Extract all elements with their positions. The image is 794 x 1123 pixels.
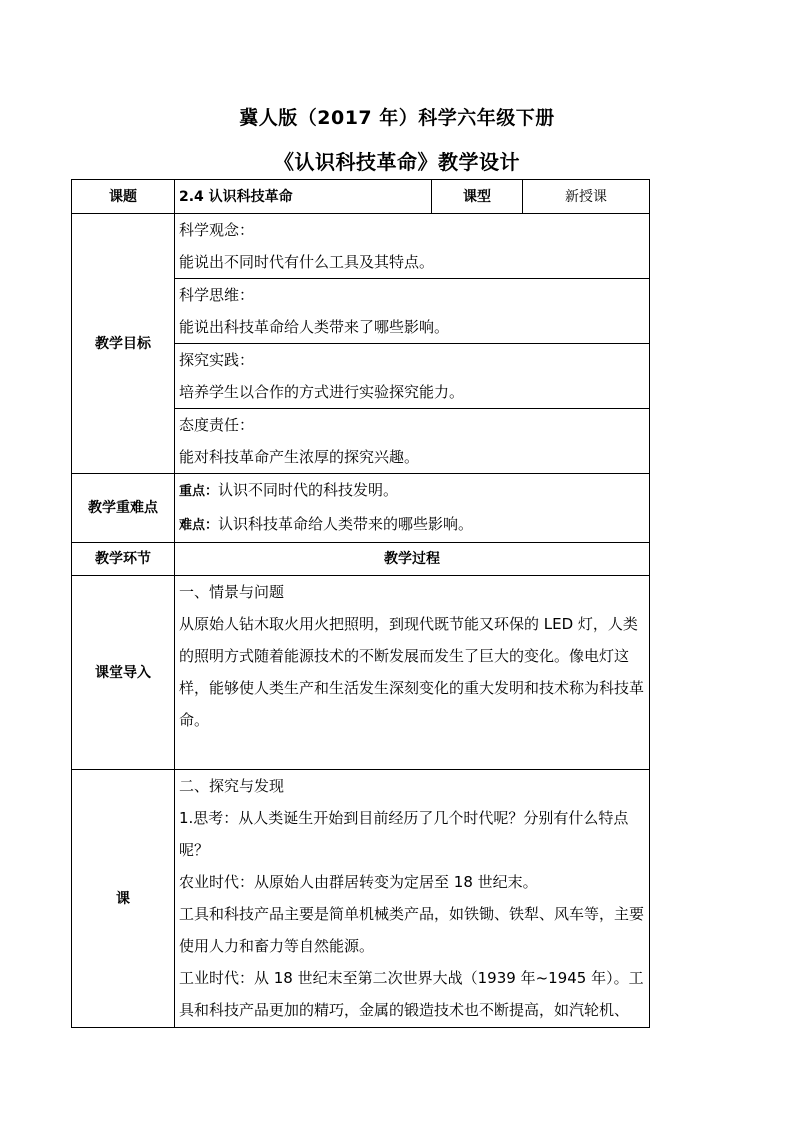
goal-text: 能说出科技革命给人类带来了哪些影响。 bbox=[179, 318, 450, 336]
goal-row bbox=[72, 214, 650, 279]
stage-label: 教学环节 bbox=[72, 543, 175, 576]
process-label: 教学过程 bbox=[175, 543, 650, 576]
goal-text: 培养学生以合作的方式进行实验探究能力。 bbox=[179, 383, 465, 401]
goal-cell bbox=[175, 214, 650, 279]
goal-heading: 态度责任： bbox=[179, 416, 255, 434]
intro-row bbox=[72, 576, 650, 770]
goal-cell bbox=[175, 409, 650, 474]
topic-label: 课题 bbox=[72, 180, 175, 214]
goal-heading: 探究实践： bbox=[179, 351, 255, 369]
key-point bbox=[179, 474, 645, 508]
goal-cell bbox=[175, 344, 650, 409]
goal-heading: 科学观念： bbox=[179, 221, 255, 239]
industrial-era: 工业时代：从 18 世纪末至第二次世界大战（1939 年~1945 年）。工具和科技产品更加的精巧，金属的锻造技术也不断提高，如汽轮机、 bbox=[179, 969, 644, 1019]
goal-text: 能说出不同时代有什么工具及其特点。 bbox=[179, 253, 435, 271]
intro-heading: 一、情景与问题 bbox=[179, 583, 285, 601]
keypoints-cell bbox=[175, 474, 650, 543]
difficult-point-text: 认识科技革命给人类带来的哪些影响。 bbox=[218, 515, 474, 533]
keypoints-label: 教学重难点 bbox=[72, 474, 175, 543]
goal-heading: 科学思维： bbox=[179, 286, 255, 304]
difficult-point bbox=[179, 508, 645, 542]
intro-paragraph: 从原始人钻木取火用火把照明，到现代既节能又环保的 LED 灯，人类的照明方式随着能源技术的不断发展而发生了巨大的变化。像电灯这样，能够使人类生产和生活发生深刻变化的重大发明和技术称为科技革命。 bbox=[179, 615, 645, 729]
intro-cell bbox=[175, 576, 650, 770]
goals-label: 教学目标 bbox=[72, 214, 175, 474]
goal-cell bbox=[175, 279, 650, 344]
keypoints-row bbox=[72, 474, 650, 543]
key-point-heading: 重点： bbox=[179, 484, 219, 499]
intro-label: 课堂导入 bbox=[72, 576, 175, 770]
lesson-row bbox=[72, 770, 650, 1028]
key-point-text: 认识不同时代的科技发明。 bbox=[218, 481, 399, 499]
document-title: 冀人版（2017 年）科学六年级下册 bbox=[239, 107, 555, 129]
lesson-cell bbox=[175, 770, 650, 1028]
document-subtitle: 《认识科技革命》教学设计 bbox=[274, 150, 520, 174]
type-label: 课型 bbox=[432, 180, 523, 214]
goal-text: 能对科技革命产生浓厚的探究兴趣。 bbox=[179, 448, 420, 466]
lesson-label: 课 bbox=[72, 770, 175, 1028]
stage-header-row bbox=[72, 543, 650, 576]
topic-row bbox=[72, 180, 650, 214]
agriculture-era: 农业时代：从原始人由群居转变为定居至 18 世纪末。 bbox=[179, 873, 538, 891]
lesson-plan-table bbox=[71, 179, 650, 1028]
type-value: 新授课 bbox=[523, 180, 650, 214]
topic-value: 2.4 认识科技革命 bbox=[175, 180, 432, 214]
agriculture-tools: 工具和科技产品主要是简单机械类产品，如铁锄、铁犁、风车等，主要使用人力和畜力等自然能源。 bbox=[179, 905, 645, 955]
lesson-heading: 二、探究与发现 bbox=[179, 777, 285, 795]
lesson-question: 1.思考：从人类诞生开始到目前经历了几个时代呢？分别有什么特点呢？ bbox=[179, 809, 629, 859]
difficult-point-heading: 难点： bbox=[179, 518, 219, 533]
